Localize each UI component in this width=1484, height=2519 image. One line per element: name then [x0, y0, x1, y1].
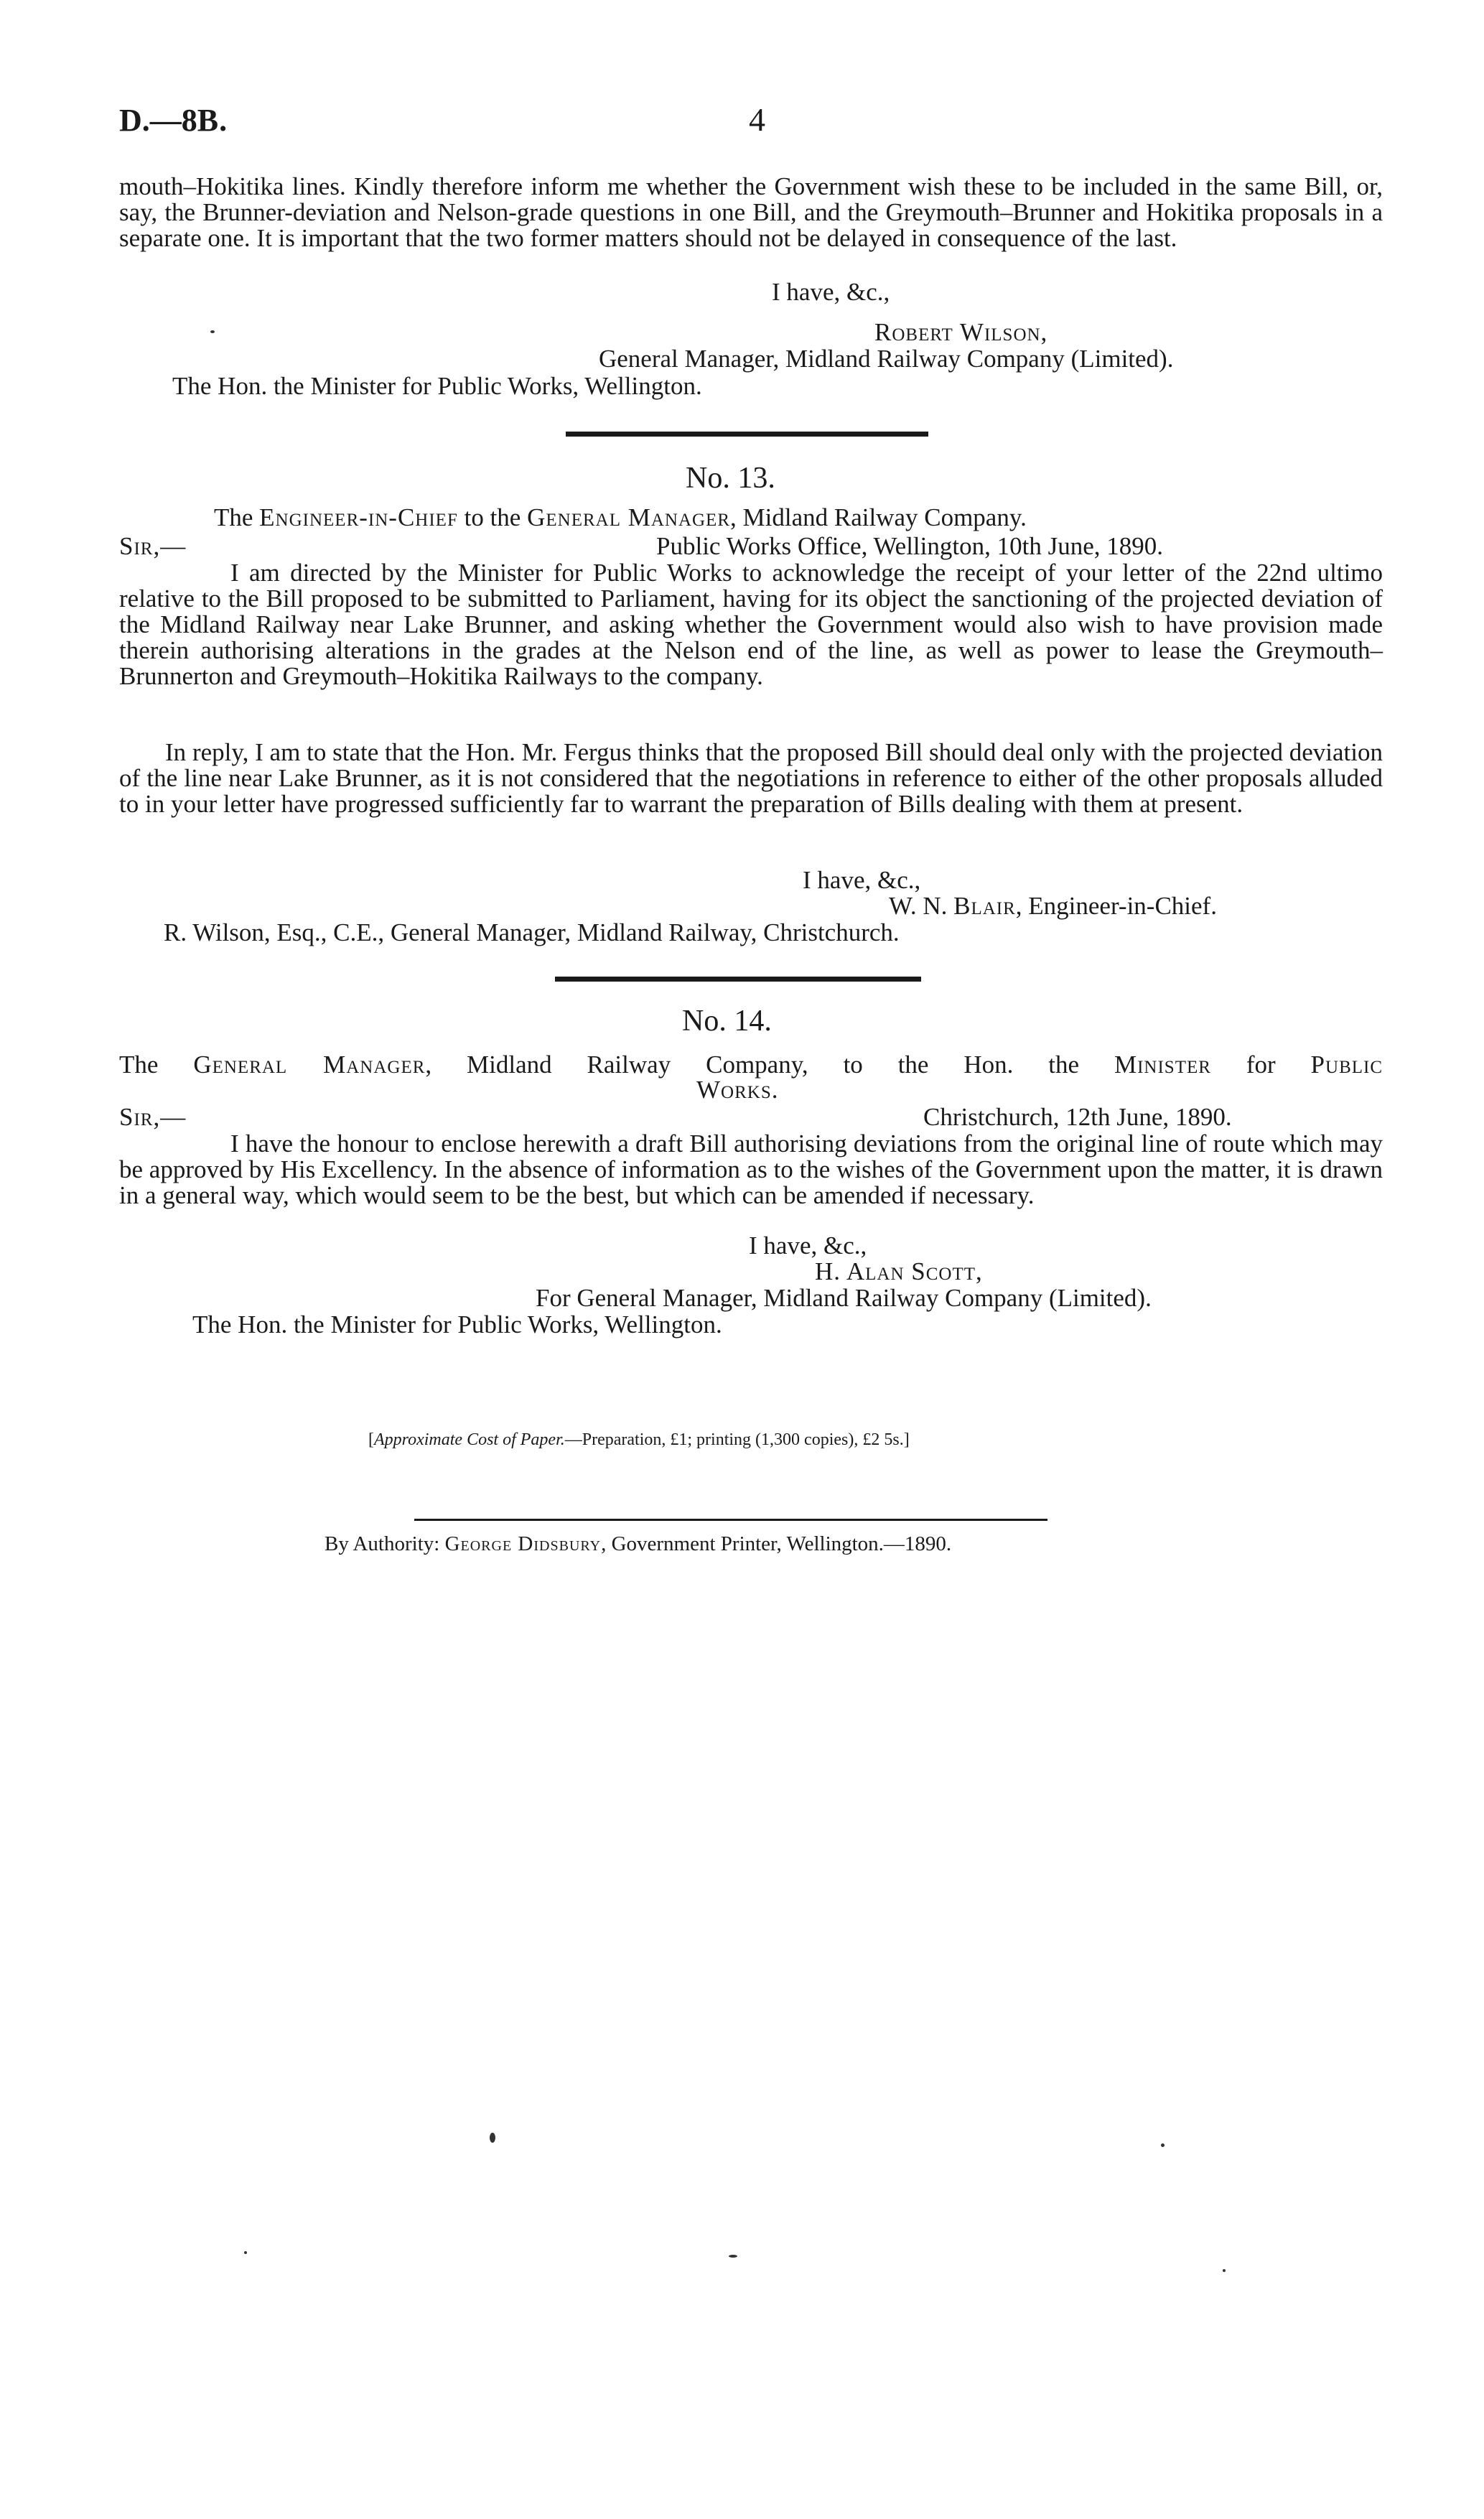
letter-14-paragraph-1: I have the honour to enclose herewith a draft Bill authorising deviations from the original line of route which may be approved by His Excellency. In the absence of information as to the wishes of the Government upon the matter, it is drawn in a general way, which would seem to be the best, but which can be amended if necessary.	[119, 1130, 1383, 1209]
letter-14-closing: I have, &c.,	[749, 1231, 867, 1260]
continuation-closing: I have, &c.,	[772, 278, 890, 306]
section-divider	[566, 432, 928, 437]
cost-note: [Approximate Cost of Paper.—Preparation, £1; printing (1,300 copies), £2 5s.]	[368, 1430, 910, 1449]
letter-13-signature: W. N. Blair, Engineer-in-Chief.	[889, 892, 1217, 920]
continuation-signature-title: General Manager, Midland Railway Company (Limited).	[599, 345, 1174, 373]
letter-13-number: No. 13.	[686, 462, 775, 495]
letter-14-salutation: Sir,—	[119, 1103, 187, 1131]
continuation-paragraph: mouth–Hokitika lines. Kindly therefore inform me whether the Government wish these to be included in the same Bill, or, say, the Brunner-deviation and Nelson-grade questions in one Bill, and the Greymouth–Brunner and Hokitika proposals in a separate one. It is important that the two former matters should not be delayed in consequence of the last.	[119, 172, 1383, 252]
letter-14-addressee: The Hon. the Minister for Public Works, Wellington.	[192, 1310, 722, 1338]
scan-speck	[490, 2133, 495, 2143]
letter-13-salutation: Sir,—	[119, 532, 187, 560]
letter-14-heading: The General Manager, Midland Railway Company, to the Hon. the Minister for Public	[119, 1051, 1383, 1079]
letter-14-number: No. 14.	[682, 1005, 772, 1038]
reference-suffix: B	[197, 103, 220, 138]
letter-14-heading-continued: Works.	[696, 1076, 779, 1104]
scan-speck	[1223, 2269, 1226, 2272]
letter-13-paragraph-2: In reply, I am to state that the Hon. Mr. Fergus thinks that the proposed Bill should deal only with the projected deviation of the line near Lake Brunner, as it is not considered that the negotiations in reference to either of the other proposals alluded to in your letter have progressed sufficiently far to warrant the preparation of Bills dealing with them at present.	[119, 738, 1383, 818]
reference-prefix: D.—8	[119, 103, 197, 138]
document-reference: D.—8B.	[119, 103, 228, 138]
page-number: 4	[749, 101, 765, 138]
continuation-signature: Robert Wilson,	[874, 318, 1048, 346]
letter-14-place-date: Christchurch, 12th June, 1890.	[923, 1103, 1232, 1131]
letter-14-signature-title: For General Manager, Midland Railway Company (Limited).	[536, 1284, 1152, 1312]
imprint: By Authority: George Didsbury, Government Printer, Wellington.—1890.	[325, 1532, 952, 1555]
letter-14-signature: H. Alan Scott,	[815, 1257, 983, 1285]
letter-13-closing: I have, &c.,	[803, 866, 921, 894]
scan-speck	[210, 330, 215, 333]
letter-13-paragraph-1: I am directed by the Minister for Public Works to acknowledge the receipt of your letter of the 22nd ultimo relative to the Bill proposed to be submitted to Parliament, having for its object the sanctioning of the projected deviation of the Midland Railway near Lake Brunner, and asking whether the Government would also wish to have provision made therein authorising alterations in the grades at the Nelson end of the line, as well as power to lease the Greymouth–Brunnerton and Greymouth–Hokitika Railways to the company.	[119, 559, 1383, 690]
scan-speck	[729, 2255, 737, 2258]
imprint-divider	[414, 1519, 1047, 1521]
continuation-addressee: The Hon. the Minister for Public Works, Wellington.	[172, 372, 702, 400]
letter-13-place-date: Public Works Office, Wellington, 10th June, 1890.	[656, 532, 1163, 560]
letter-13-addressee: R. Wilson, Esq., C.E., General Manager, Midland Railway, Christchurch.	[164, 918, 900, 946]
scan-speck	[244, 2251, 247, 2254]
scan-speck	[1161, 2143, 1165, 2147]
letter-13-heading: The Engineer-in-Chief to the General Manager, Midland Railway Company.	[214, 503, 1027, 531]
section-divider	[555, 977, 921, 982]
